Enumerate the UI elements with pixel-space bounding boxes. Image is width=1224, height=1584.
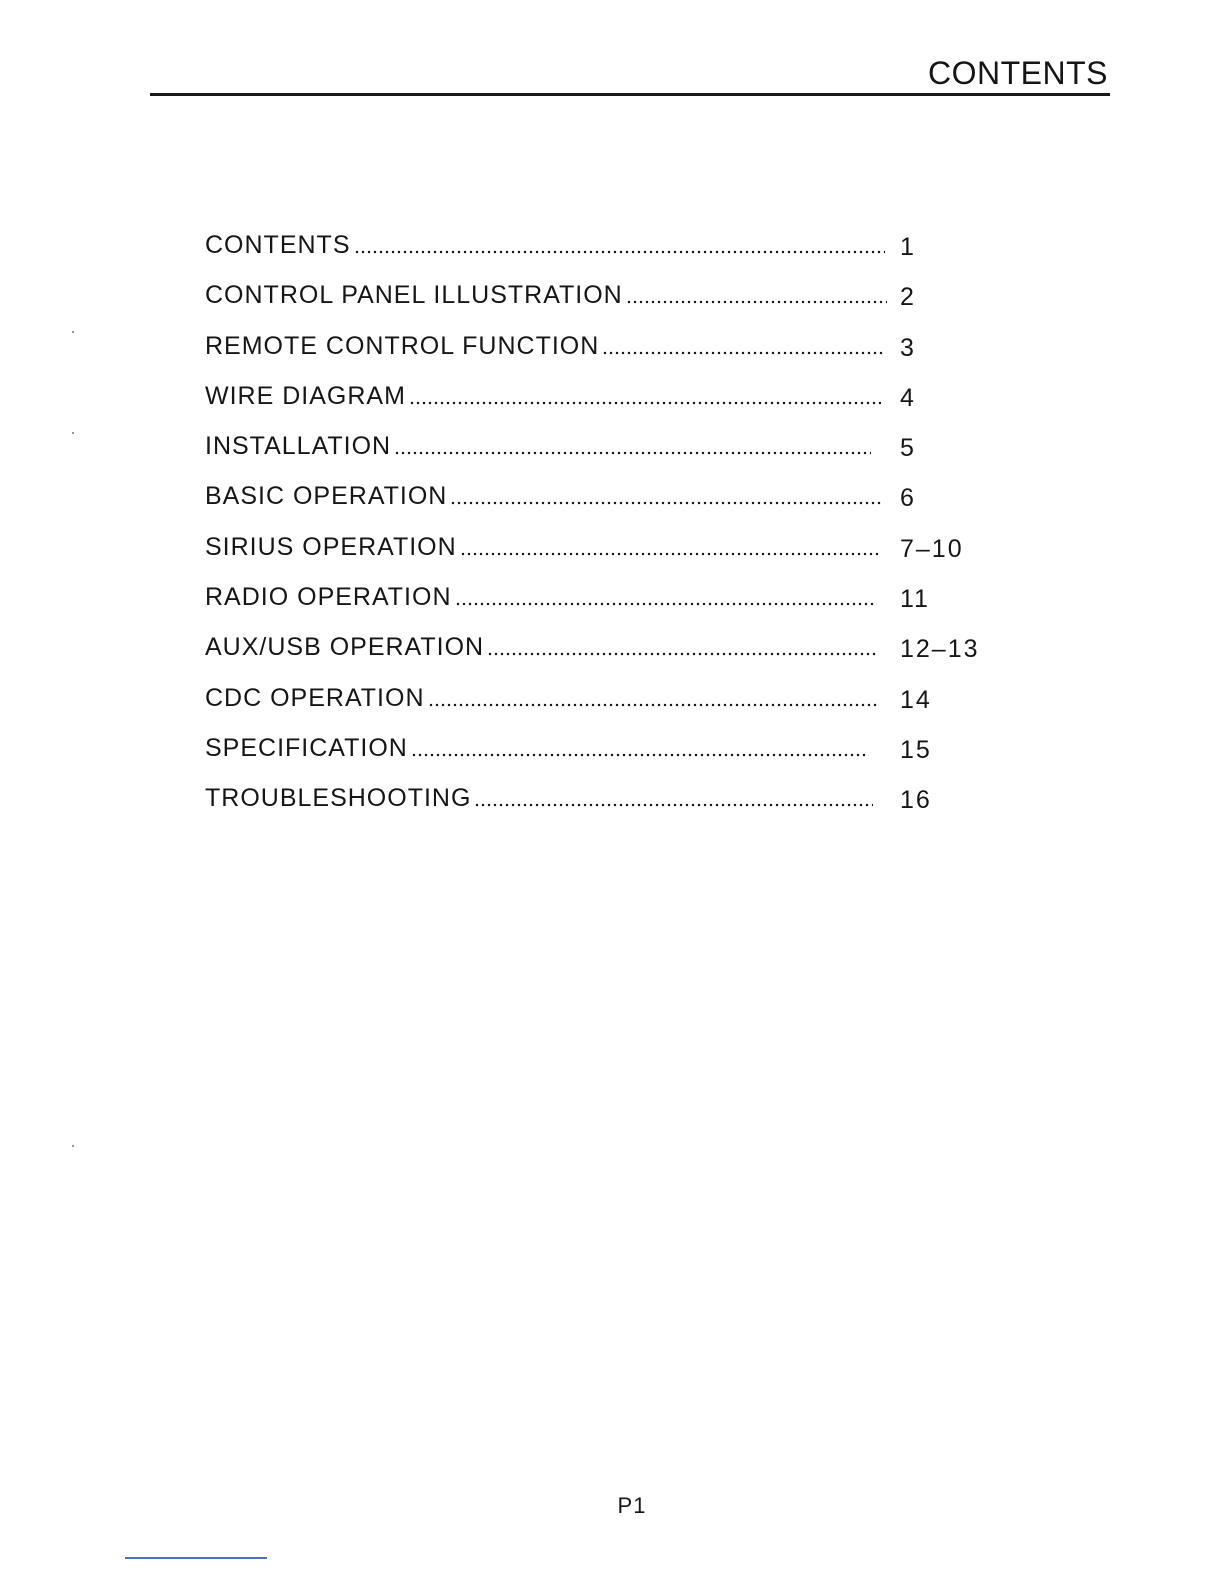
toc-entry-page: 16 [900, 786, 932, 815]
toc-entry [205, 778, 1005, 828]
toc-entry-page: 3 [900, 333, 916, 362]
toc-entry-title: CDC OPERATION [205, 683, 425, 712]
toc-entry [205, 728, 1005, 778]
toc-entry [205, 476, 1005, 526]
toc-entry [205, 627, 1005, 677]
toc-leader-dots [455, 601, 877, 607]
toc-entry-page: 7–10 [900, 534, 964, 563]
toc-entry-title: CONTROL PANEL ILLUSTRATION [205, 281, 623, 310]
toc-entry-title: AUX/USB OPERATION [205, 633, 485, 662]
toc-entry-page: 11 [900, 585, 930, 614]
toc-leader-dots [626, 299, 887, 305]
toc-entry-title: SIRIUS OPERATION [205, 532, 457, 561]
scan-speck [72, 1145, 74, 1147]
toc-entry [205, 577, 1005, 627]
scan-mark [125, 1557, 267, 1559]
table-of-contents [205, 225, 1005, 829]
scan-speck [72, 432, 74, 434]
toc-leader-dots [394, 450, 871, 456]
toc-entry-page: 15 [900, 735, 932, 764]
toc-leader-dots [354, 249, 885, 255]
scan-speck [72, 331, 74, 333]
toc-entry-page: 5 [900, 434, 916, 463]
toc-entry [205, 275, 1005, 325]
page-header [150, 50, 1110, 98]
toc-entry [205, 678, 1005, 728]
toc-entry-page: 12–13 [900, 635, 980, 664]
toc-leader-dots [411, 752, 869, 758]
page-title: CONTENTS [928, 55, 1108, 91]
toc-entry [205, 426, 1005, 476]
toc-entry [205, 376, 1005, 426]
toc-leader-dots [428, 702, 877, 708]
toc-entry-page: 14 [900, 685, 932, 714]
toc-entry-page: 2 [900, 283, 916, 312]
toc-entry [205, 225, 1005, 275]
toc-leader-dots [487, 651, 877, 657]
toc-entry [205, 326, 1005, 376]
toc-entry-title: REMOTE CONTROL FUNCTION [205, 331, 600, 360]
toc-entry-title: WIRE DIAGRAM [205, 381, 406, 410]
toc-leader-dots [450, 500, 881, 506]
toc-entry-title: TROUBLESHOOTING [205, 784, 472, 813]
toc-leader-dots [409, 400, 881, 406]
header-rule [150, 93, 1110, 96]
toc-entry-title: CONTENTS [205, 231, 351, 259]
toc-entry-page: 6 [900, 484, 916, 513]
toc-entry-page: 1 [900, 233, 916, 261]
toc-leader-dots [602, 350, 885, 356]
toc-entry-page: 4 [900, 383, 916, 412]
toc-leader-dots [460, 551, 881, 557]
toc-entry [205, 527, 1005, 577]
toc-entry-title: INSTALLATION [205, 432, 392, 461]
toc-entry-title: RADIO OPERATION [205, 583, 452, 612]
toc-leader-dots [474, 802, 873, 808]
toc-entry-title: BASIC OPERATION [205, 482, 448, 511]
page-number: P1 [617, 1493, 647, 1518]
toc-entry-title: SPECIFICATION [205, 733, 408, 762]
